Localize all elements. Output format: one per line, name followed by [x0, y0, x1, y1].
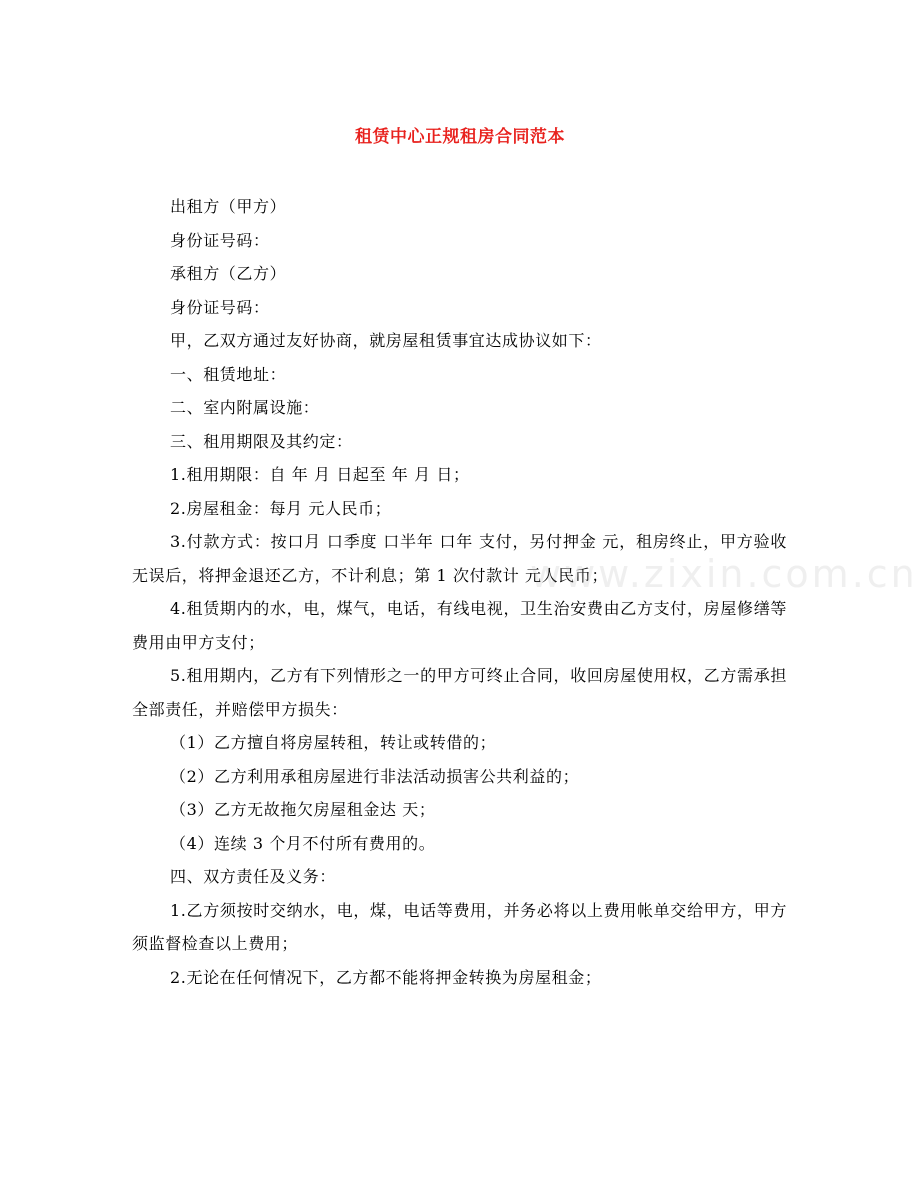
paragraph-lessor-id: 身份证号码： — [170, 230, 270, 250]
clause-fees: 1.乙方须按时交纳水，电，煤，电话等费用，并务必将以上费用帐单交给甲方，甲方须监督检查以上费用； — [132, 900, 787, 953]
watermark: www.zixin.com.cn — [530, 552, 918, 596]
document-body — [132, 190, 787, 994]
clause-deposit: 2.无论在任何情况下，乙方都不能将押金转换为房屋租金； — [170, 967, 602, 987]
paragraph-intro: 甲，乙双方通过友好协商，就房屋租赁事宜达成协议如下： — [170, 331, 602, 350]
termination-item-4: （4）连续 3 个月不付所有费用的。 — [170, 833, 436, 853]
paragraph-lessor: 出租方（甲方） — [170, 197, 287, 216]
section-responsibilities: 四、双方责任及义务： — [170, 867, 337, 886]
section-facilities: 二、室内附属设施： — [170, 398, 320, 417]
paragraph-lessee-id: 身份证号码： — [170, 297, 270, 317]
clause-termination: 5.租用期内，乙方有下列情形之一的甲方可终止合同，收回房屋使用权，乙方需承担全部责任，并赔偿甲方损失： — [132, 666, 787, 719]
clause-rent: 2.房屋租金：每月 元人民币； — [170, 498, 392, 518]
document-title: 租赁中心正规租房合同范本 — [355, 127, 565, 147]
clause-payment: 3.付款方式：按口月 口季度 口半年 口年 支付，另付押金 元，租房终止，甲方验收无误后，将押金退还乙方，不计利息；第 1 次付款计 元人民币； — [132, 532, 787, 585]
termination-item-3: （3）乙方无故拖欠房屋租金达 天； — [170, 800, 436, 819]
section-term: 三、租用期限及其约定： — [170, 431, 353, 451]
termination-item-2: （2）乙方利用承租房屋进行非法活动损害公共利益的； — [170, 766, 580, 786]
termination-item-1: （1）乙方擅自将房屋转租，转让或转借的； — [170, 733, 497, 752]
paragraph-lessee: 承租方（乙方） — [170, 264, 287, 283]
section-address: 一、租赁地址： — [170, 364, 287, 384]
clause-term-period: 1.租用期限：自 年 月 日起至 年 月 日； — [170, 465, 470, 484]
clause-utilities: 4.租赁期内的水，电，煤气，电话，有线电视，卫生治安费由乙方支付，房屋修缮等费用由甲方支付； — [132, 599, 787, 652]
